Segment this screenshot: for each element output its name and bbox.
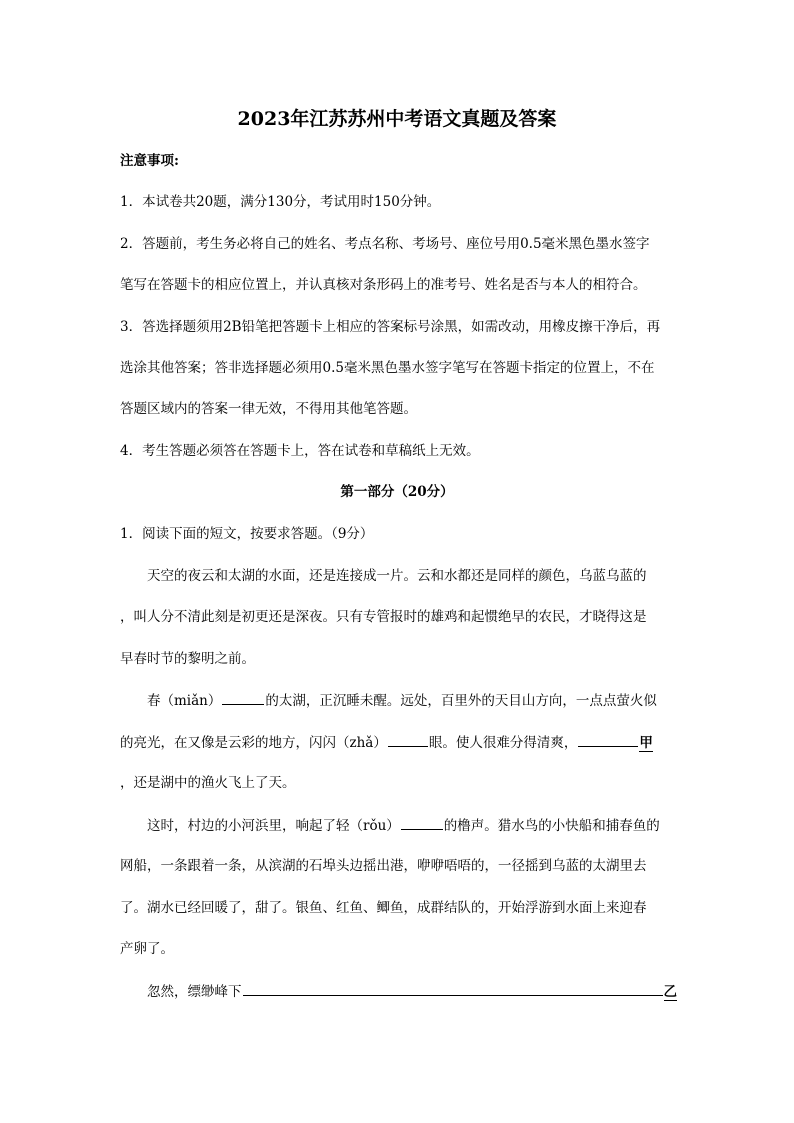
para4-line1	[147, 981, 680, 1002]
question-1-prompt: 1．阅读下面的短文，按要求答题。（9分）	[120, 526, 374, 542]
notice-2-line1: 2．答题前，考生务必将自己的姓名、考点名称、考场号、座位号用0.5毫米黑色墨水签字	[120, 236, 650, 252]
para3-l1-text: 的橹声。猎水鸟的小快船和捕春鱼的	[443, 818, 660, 834]
para3-line3: 了。湖水已经回暖了，甜了。银鱼、红鱼、鲫鱼，成群结队的，开始浮游到水面上来迎春	[120, 900, 647, 916]
notice-3-line2: 选涂其他答案；答非选择题必须用0.5毫米黑色墨水签字笔写在答题卡指定的位置上，不在	[120, 360, 655, 376]
fill-blank-yi[interactable]	[243, 981, 663, 996]
page-title: 2023年江苏苏州中考语文真题及答案	[237, 108, 557, 130]
fill-blank-rou[interactable]	[401, 815, 443, 830]
para2-line2	[120, 732, 680, 753]
para2-l1-pinyin-prompt: 春（miǎn）	[147, 693, 222, 709]
para3-line2: 网船，一条跟着一条，从滨湖的石埠头边摇出港，咿咿唔唔的，一径摇到乌蓝的太湖里去	[120, 858, 647, 874]
fill-blank-mian[interactable]	[222, 690, 264, 705]
para1-line3: 早春时节的黎明之前。	[120, 651, 255, 667]
para2-l1-text: 的太湖，正沉睡未醒。远处，百里外的天目山方向，一点点萤火似	[265, 693, 657, 709]
para1-line1: 天空的夜云和太湖的水面，还是连接成一片。云和水都还是同样的颜色，乌蓝乌蓝的	[147, 568, 647, 584]
notice-3-line3: 答题区域内的答案一律无效，不得用其他笔答题。	[120, 401, 417, 417]
para3-line1	[147, 815, 680, 836]
notice-1: 1．本试卷共20题，满分130分，考试用时150分钟。	[120, 194, 441, 210]
fill-blank-zha[interactable]	[388, 732, 428, 747]
para2-line1	[147, 690, 680, 711]
para2-l2-text: 眼。使人很难分得清爽，	[428, 735, 578, 751]
notice-3-line1: 3．答选择题须用2B铅笔把答题卡上相应的答案标号涂黑，如需改动，用橡皮擦干净后，再	[120, 319, 661, 335]
para3-l1-pinyin-prompt: 这时，村边的小河浜里，响起了轻（rǒu）	[147, 818, 400, 834]
notice-4: 4．考生答题必须答在答题卡上，答在试卷和草稿纸上无效。	[120, 443, 480, 459]
para1-line2: ，叫人分不清此刻是初更还是深夜。只有专管报时的雄鸡和起惯绝早的农民，才晓得这是	[120, 609, 647, 625]
para3-line4: 产卵了。	[120, 941, 174, 957]
notice-heading: 注意事项:	[120, 153, 179, 169]
para2-l2-pinyin-prompt: 的亮光，在又像是云彩的地方，闪闪（zhǎ）	[120, 735, 387, 751]
blank-label-yi: 乙	[663, 984, 677, 1000]
notice-2-line2: 笔写在答题卡的相应位置上，并认真核对条形码上的准考号、姓名是否与本人的相符合。	[120, 277, 647, 293]
para4-l1-text: 忽然，缥缈峰下	[147, 984, 242, 1000]
fill-blank-jia[interactable]	[578, 732, 638, 747]
para2-line3: ，还是湖中的渔火飞上了天。	[120, 775, 296, 791]
blank-label-jia: 甲	[639, 735, 653, 751]
section-heading: 第一部分（20分）	[340, 484, 454, 500]
